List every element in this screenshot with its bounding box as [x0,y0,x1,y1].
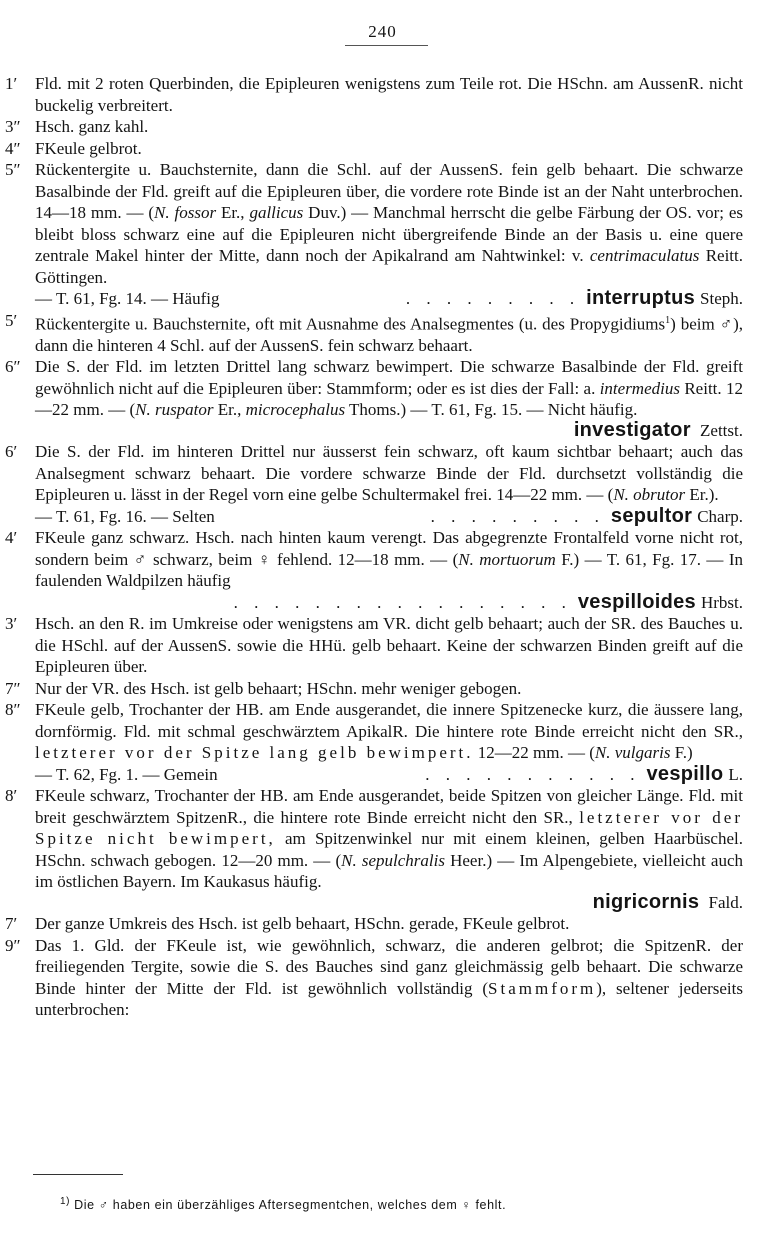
key-entry-9pp [0,935,765,1021]
key-entry-4p [0,527,765,613]
entry-text: Die S. der Fld. im letzten Drittel lang schwarz bewimpert. Die schwarze Basalbinde der Fld. greift gewöhnlich nicht auf die Epipleuren über: Stammform; oder es ist dies der Fall: a. intermedius Reitt. 12—22 mm. — (N. ruspator Er., microcephalus Thoms.) — T. 61, Fg. 15. — Nicht häufig. [35,357,743,420]
entry-text: Hsch. an den R. im Umkreise oder wenigstens am VR. dicht gelb behaart; auch der SR. des Bauches u. die HSchl. auf der AussenS. sowie die HHü. gelb behaart. Keine der schwarzen Binden greift auf die Epipleuren über. [35,614,743,677]
entry-number: 5″ [5,160,21,179]
species-line [35,592,743,614]
entry-number: 8′ [5,786,18,806]
entry-number: 4″ [5,138,21,158]
footnote [60,1196,750,1212]
species-author: Steph. [700,289,743,308]
species-author: L. [728,764,743,784]
species-name: sepultor [610,504,693,527]
key-entry-8pp [0,699,765,785]
footnote-ref: 1 [665,314,671,326]
footnote-mark: 1) [60,1196,71,1207]
species-line: — T. 61, Fg. 16. — Selten . . . . . . . . . sepultor Charp. [35,504,743,527]
entry-text: Der ganze Umkreis des Hsch. ist gelb behaart, HSchn. gerade, FKeule gelbrot. [35,914,570,934]
page-number: 240 [368,22,397,41]
leader-dots: . . . . . . . . . [405,289,581,308]
entry-text: Nur der VR. des Hsch. ist gelb behaart; HSchn. mehr weniger gebogen. [35,678,522,698]
key-entry-6pp [0,356,765,441]
entry-number: 6″ [5,357,21,377]
species-line [35,420,743,442]
leader-dots: . . . . . . . . . [430,506,605,526]
entry-number: 5′ [5,310,18,330]
key-entry-7p [0,913,765,935]
key-entry-4pp [0,138,765,160]
entry-text: Hsch. ganz kahl. [35,117,149,136]
species-line: — T. 61, Fg. 14. — Häufig . . . . . . . . . interruptus Steph. [35,287,743,309]
entry-number: 1′ [5,74,18,93]
entry-text: FKeule gelbrot. [35,138,142,158]
entry-text: Fld. mit 2 roten Querbinden, die Epipleuren wenigstens zum Teile rot. Die HSchn. am AussenR. nicht buckelig verbreitert. [35,74,743,115]
species-name: nigricornis [592,890,700,913]
species-name: vespillo [646,762,724,785]
key-entry-6p [0,441,765,527]
entry-number: 3′ [5,614,18,634]
entry-text: Das 1. Gld. der FKeule ist, wie gewöhnlich, schwarz, die anderen gelbrot; die SpitzenR. der freiliegenden Tergite, sowie die S. des Bauches sind ganz gleichmässig gelb behaart. Die schwarze Binde hinter der Mitte der Fld. ist gewöhnlich vollständig (Stammform), seltener jederseits unterbrochen: [35,935,743,1020]
species-name: vespilloides [577,590,696,613]
species-author: Charp. [697,506,743,526]
leader-dots: . . . . . . . . . . . . . . . . . [233,592,572,612]
species-author: Hrbst. [700,592,743,612]
entry-number: 4′ [5,528,18,548]
entry-text: FKeule ganz schwarz. Hsch. nach hinten kaum verengt. Das abgegrenzte Frontalfeld vorne nicht rot, sondern beim ♂ schwarz, beim ♀ fehlend. 12—18 mm. — (N. mortuorum F.) — T. 61, Fg. 17. — In faulenden Waldpilzen häufig [35,528,744,591]
header-rule [345,45,428,46]
species-line [35,892,743,914]
key-entry-8p [0,785,765,913]
species-author: Fald. [708,892,743,912]
entry-number: 8″ [5,700,21,720]
entry-number: 7″ [5,678,21,698]
species-line: — T. 62, Fg. 1. — Gemein . . . . . . . . . . . vespillo L. [35,762,743,785]
species-author: Zettst. [700,420,743,440]
entry-number: 7′ [5,914,18,934]
entry-text: FKeule gelb, Trochanter der HB. am Ende ausgerandet, die innere Spitzenecke kurz, die äussere lang, dornförmig. Fld. mit schmal geschwärztem ApikalR. Die hintere rote Binde erreicht nicht den SR., letzterer vor der Spitze lang gelb bewimpert. 12—22 mm. — (N. vulgaris F.) [35,700,743,763]
footnote-rule [33,1174,123,1175]
key-entry-1p [0,73,765,116]
entry-text: FKeule schwarz, Trochanter der HB. am Ende ausgerandet, beide Spitzen von gleicher Länge. Fld. mit breit geschwärztem SpitzenR., die hintere rote Binde erreicht nicht den SR., letzterer vor der Spitze nicht bewimpert, am Spitzenwinkel nur mit einem kleinen, gelben Haarbüschel. HSchn. schwach gebogen. 12—20 mm. — (N. sepulchralis Heer.) — Im Alpengebiete, vielleicht auch im östlichen Bayern. Im Kaukasus häufig. [35,786,743,892]
species-name: investigator [573,418,691,441]
entry-number: 9″ [5,935,21,955]
entry-text: Rückentergite u. Bauchsternite, oft mit Ausnahme des Analsegmentes (u. des Propygidiums$^1$) beim ♂), dann die hinteren 4 Schl. auf der AussenS. fein schwarz behaart. [35,314,743,355]
entry-number: 6′ [5,442,18,462]
key-entries [0,73,765,1021]
key-entry-3p [0,613,765,678]
entry-text: Rückentergite u. Bauchsternite, dann die Schl. auf der AussenS. fein gelb behaart. Die schwarze Basalbinde der Fld. greift auf die Epipleuren über, die vordere rote Binde ist an der Naht unterbrochen. 14—18 mm. — (N. fossor Er., gallicus Duv.) — Manchmal herrscht die gelbe Färbung der OS. vor; es bleibt bloss schwarz eine auf die Epipleuren nicht übergreifende Binde an der Basis u. eine quere zentrale Makel hinter der Mitte, dann noch der Apikalrand am Nahtwinkel: v. centrimaculatus Reitt. Göttingen. [35,160,743,287]
footnote-text: Die ♂ haben ein überzähliges Aftersegmentchen, welches dem ♀ fehlt. [74,1198,507,1213]
key-entry-3pp [0,116,765,138]
species-name: interruptus [586,287,696,309]
leader-dots: . . . . . . . . . . . [425,764,641,784]
entry-text: Die S. der Fld. im hinteren Drittel nur äusserst fein schwarz, oft kaum sichtbar behaart; auch das Analsegment schwarz behaart. Die vordere schwarze Binde der Fld. durchsetzt vollständig die Epipleuren u. lässt in der Regel vorn eine gelbe Schultermakel frei. 14—22 mm. — (N. obrutor Er.). [35,442,743,505]
key-entry-7pp [0,678,765,700]
key-entry-5p [0,310,765,357]
key-entry-5pp [0,159,765,310]
entry-number: 3″ [5,117,21,136]
